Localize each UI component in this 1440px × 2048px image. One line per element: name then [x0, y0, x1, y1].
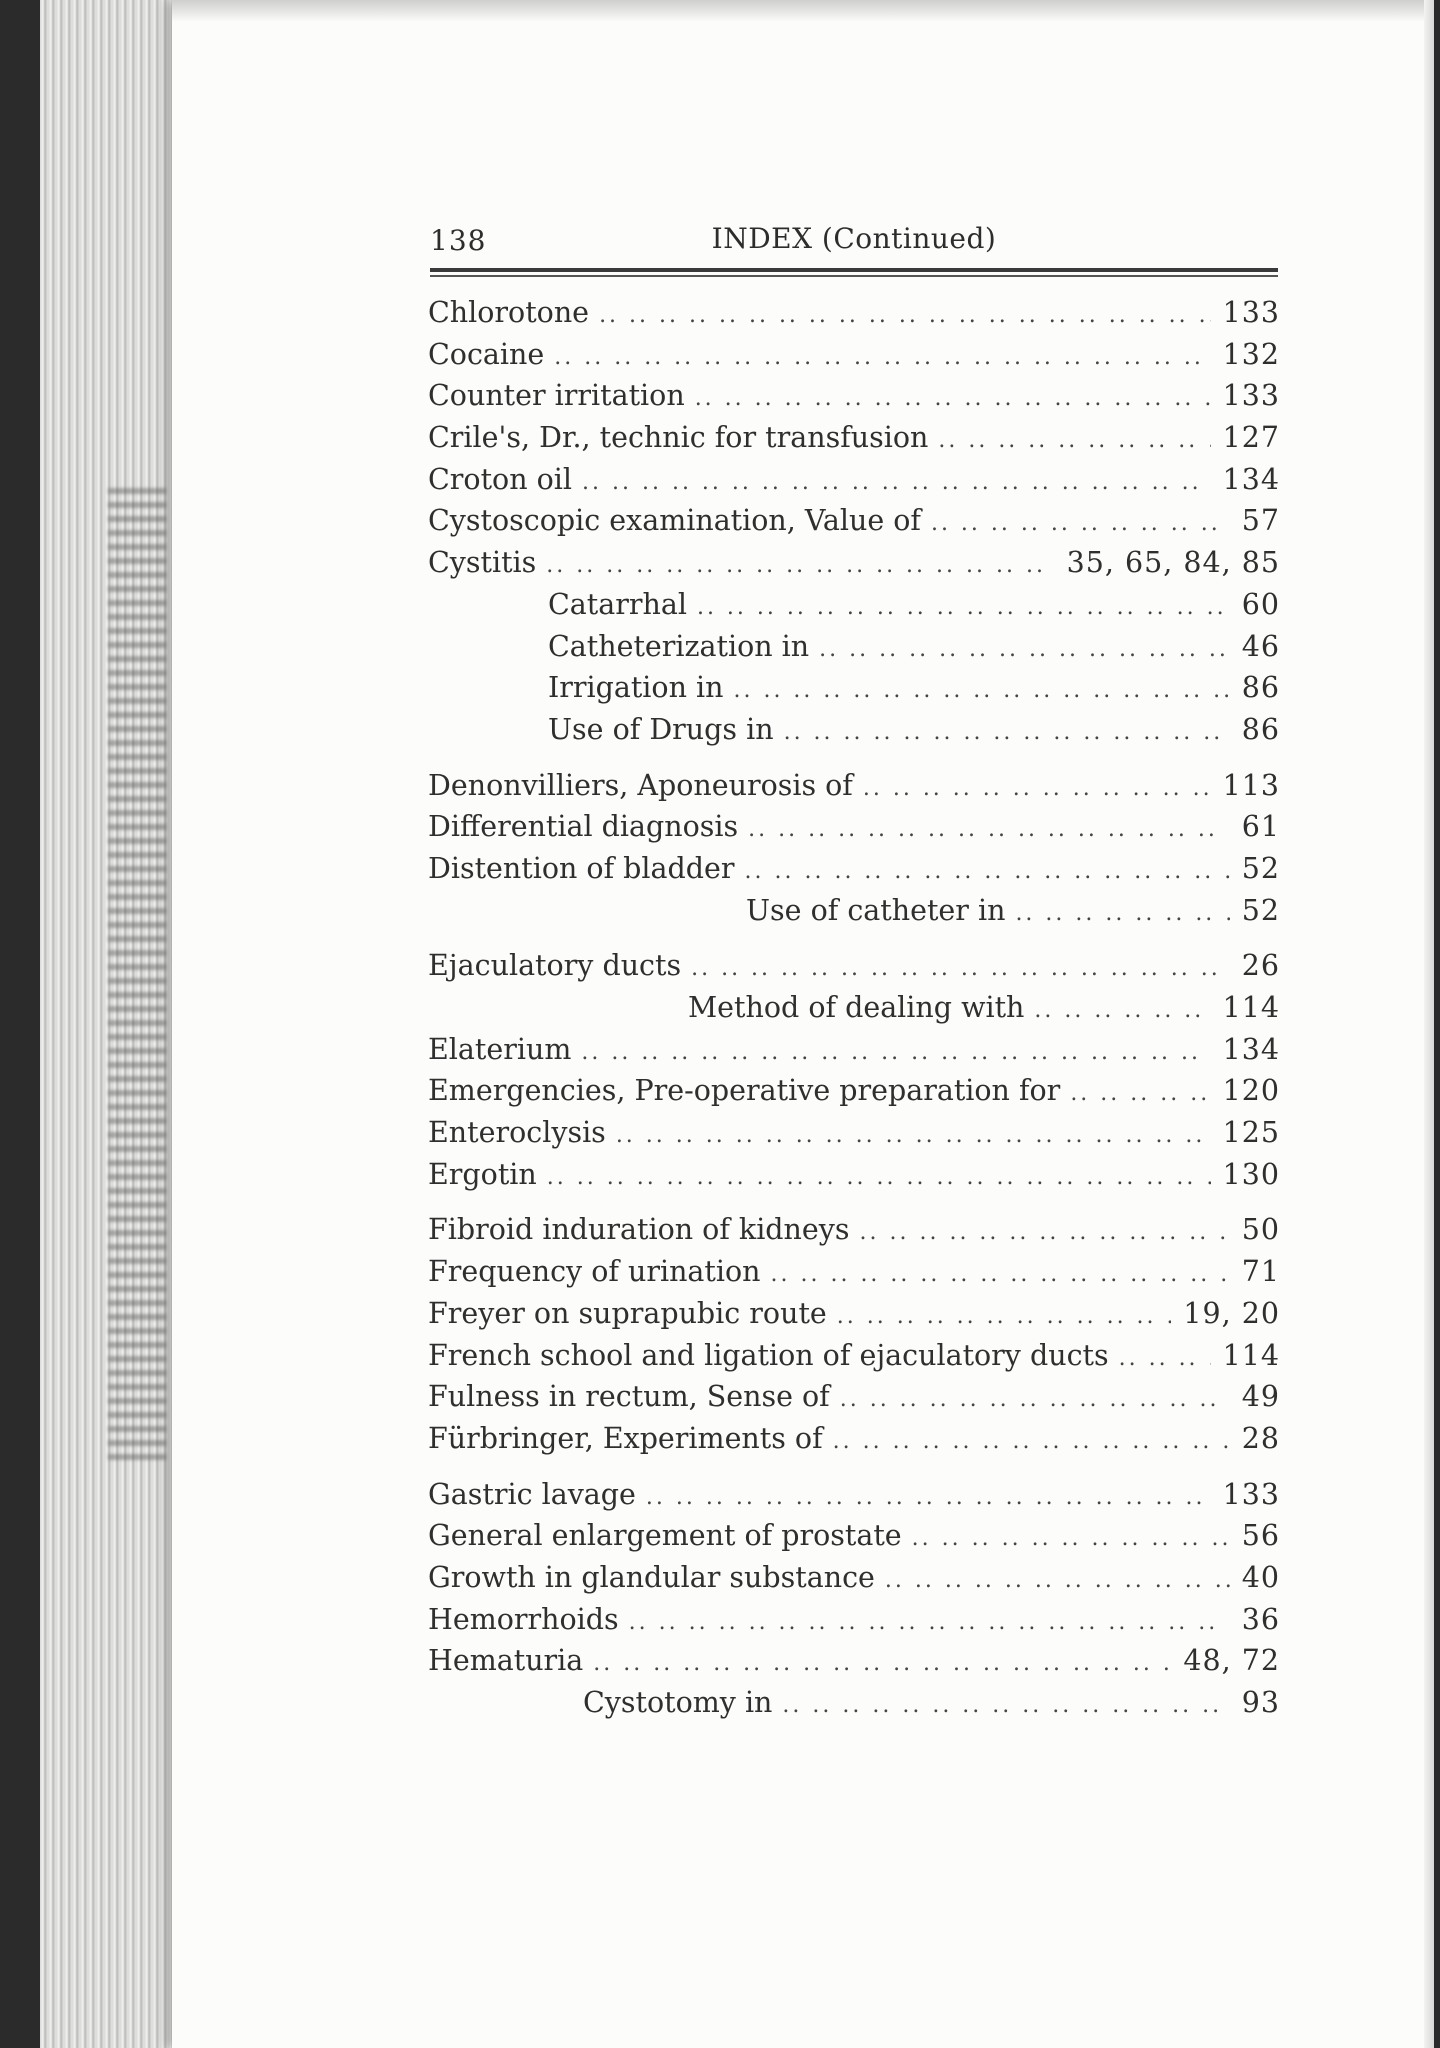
entry-term: Counter irritation	[428, 379, 685, 413]
index-entry	[428, 1251, 1280, 1293]
dot-leader	[931, 503, 1230, 542]
entry-pages: 28	[1241, 1421, 1280, 1455]
dot-leader	[697, 587, 1230, 626]
entry-pages: 48, 72	[1183, 1644, 1280, 1678]
dot-leader	[748, 809, 1230, 848]
index-entry	[428, 1335, 1280, 1377]
entry-term: Distention of bladder	[428, 851, 735, 885]
dot-leader	[938, 420, 1210, 459]
dot-leader	[599, 295, 1211, 334]
entry-pages: 132	[1222, 337, 1280, 371]
dot-leader	[745, 851, 1230, 890]
entry-pages: 19, 20	[1183, 1296, 1280, 1330]
index-entry	[428, 1557, 1280, 1599]
entry-pages: 71	[1241, 1255, 1280, 1289]
page-number: 138	[430, 224, 487, 257]
index-entry	[428, 1112, 1280, 1154]
dot-leader	[863, 768, 1211, 807]
index-subentry	[428, 626, 1280, 668]
entry-term: Elaterium	[428, 1032, 572, 1066]
dot-leader	[782, 1685, 1229, 1724]
index-entry	[428, 334, 1280, 376]
index-entry	[428, 1515, 1280, 1557]
dot-leader	[646, 1477, 1211, 1516]
index-subentry	[428, 584, 1280, 626]
dot-leader	[695, 378, 1211, 417]
entry-pages: 86	[1241, 671, 1280, 705]
dot-leader	[819, 629, 1230, 668]
entry-pages: 130	[1222, 1157, 1280, 1191]
index-entry	[428, 1209, 1280, 1251]
dot-leader	[581, 1032, 1210, 1071]
entry-pages: 114	[1222, 991, 1280, 1024]
index-entry	[428, 1070, 1280, 1112]
entry-term: Method of dealing with	[688, 991, 1025, 1024]
entry-term: Cystitis	[428, 546, 537, 580]
dot-leader	[554, 337, 1210, 376]
entry-term: Fibroid induration of kidneys	[428, 1213, 850, 1247]
index-entry	[428, 500, 1280, 542]
dot-leader	[1070, 1073, 1210, 1112]
index-entry	[428, 542, 1280, 584]
dot-leader	[593, 1643, 1171, 1682]
entry-pages: 86	[1241, 712, 1280, 746]
entry-term: Use of catheter in	[746, 893, 1006, 927]
entry-pages: 61	[1241, 810, 1280, 844]
dot-leader	[840, 1379, 1230, 1418]
entry-pages: 52	[1241, 893, 1280, 927]
dot-leader	[1015, 893, 1229, 932]
index-entry	[428, 1376, 1280, 1418]
entry-pages: 93	[1241, 1686, 1280, 1719]
index-entry	[428, 1640, 1280, 1682]
index-subentry	[428, 667, 1280, 709]
index-subentry	[428, 1682, 1280, 1724]
header-rule-thin	[430, 275, 1278, 277]
index-subentry	[428, 709, 1280, 751]
entry-pages: 133	[1222, 1477, 1280, 1511]
index-entries	[428, 292, 1280, 1724]
entry-term: Use of Drugs in	[548, 712, 774, 746]
index-entry	[428, 1154, 1280, 1196]
index-entry	[428, 848, 1280, 890]
entry-term: Chlorotone	[428, 296, 590, 329]
entry-pages: 49	[1241, 1380, 1280, 1414]
entry-term: Frequency of urination	[428, 1255, 761, 1289]
entry-pages: 113	[1222, 768, 1280, 802]
dot-leader	[1034, 990, 1210, 1029]
entry-term: Fulness in rectum, Sense of	[428, 1380, 830, 1414]
entry-pages: 134	[1222, 1032, 1280, 1066]
entry-term: Catarrhal	[548, 587, 687, 621]
library-stamp-mark	[108, 480, 166, 1460]
dot-leader	[860, 1212, 1230, 1251]
entry-pages: 35, 65, 84, 85	[1066, 546, 1280, 580]
index-entry	[428, 417, 1280, 459]
dot-leader	[771, 1254, 1230, 1293]
entry-term: Freyer on suprapubic route	[428, 1296, 827, 1330]
index-subentry	[428, 987, 1280, 1029]
entry-term: Hemorrhoids	[428, 1602, 619, 1636]
entry-term: Ergotin	[428, 1157, 537, 1191]
entry-pages: 40	[1241, 1560, 1280, 1594]
entry-pages: 125	[1222, 1116, 1280, 1150]
index-entry	[428, 1599, 1280, 1641]
entry-term: Hematuria	[428, 1644, 584, 1678]
dot-leader	[546, 545, 1054, 584]
page-fold-shadow	[1424, 0, 1434, 2048]
dot-leader	[1119, 1338, 1211, 1377]
entry-pages: 127	[1222, 421, 1280, 455]
entry-term: Enteroclysis	[428, 1116, 606, 1150]
dot-leader	[912, 1518, 1230, 1557]
entry-term: Denonvilliers, Aponeurosis of	[428, 768, 853, 802]
entry-term: Irrigation in	[548, 671, 724, 705]
entry-pages: 120	[1222, 1074, 1280, 1108]
dot-leader	[582, 462, 1211, 501]
dot-leader	[833, 1421, 1230, 1460]
dot-leader	[885, 1560, 1230, 1599]
header-title: INDEX (Continued)	[711, 222, 997, 255]
entry-term: Ejaculatory ducts	[428, 949, 682, 983]
entry-pages: 50	[1241, 1213, 1280, 1247]
entry-pages: 114	[1222, 1338, 1280, 1372]
dot-leader	[733, 670, 1229, 709]
index-entry	[428, 292, 1280, 334]
entry-term: Emergencies, Pre-operative preparation for	[428, 1074, 1061, 1108]
entry-pages: 52	[1241, 851, 1280, 885]
entry-term: Cocaine	[428, 337, 545, 371]
entry-pages: 134	[1222, 462, 1280, 496]
page-top-shadow	[172, 0, 1434, 22]
entry-term: General enlargement of prostate	[428, 1519, 902, 1553]
dot-leader	[837, 1296, 1172, 1335]
index-entry	[428, 1029, 1280, 1071]
entry-term: Crile's, Dr., technic for transfusion	[428, 421, 929, 455]
index-entry	[428, 1293, 1280, 1335]
index-entry	[428, 1418, 1280, 1460]
header-rule-thick	[430, 268, 1278, 272]
entry-term: Catheterization in	[548, 629, 810, 663]
entry-term: Fürbringer, Experiments of	[428, 1421, 823, 1455]
entry-pages: 56	[1241, 1519, 1280, 1553]
index-entry	[428, 806, 1280, 848]
dot-leader	[629, 1602, 1230, 1641]
dot-leader	[691, 948, 1230, 987]
entry-pages: 26	[1241, 949, 1280, 983]
entry-term: Gastric lavage	[428, 1477, 636, 1511]
entry-pages: 36	[1241, 1602, 1280, 1636]
entry-pages: 133	[1222, 296, 1280, 329]
entry-term: Cystoscopic examination, Value of	[428, 504, 921, 538]
entry-term: Differential diagnosis	[428, 810, 739, 844]
index-entry	[428, 1474, 1280, 1516]
entry-term: Cystotomy in	[583, 1686, 773, 1719]
book-page-edges	[40, 0, 190, 2048]
index-subentry	[428, 890, 1280, 932]
index-entry	[428, 375, 1280, 417]
entry-term: Croton oil	[428, 462, 573, 496]
dot-leader	[784, 712, 1230, 751]
index-entry	[428, 459, 1280, 501]
entry-pages: 57	[1241, 504, 1280, 538]
entry-pages: 60	[1241, 587, 1280, 621]
entry-term: French school and ligation of ejaculatory ducts	[428, 1338, 1109, 1372]
entry-pages: 46	[1241, 629, 1280, 663]
running-header	[430, 222, 1278, 264]
entry-term: Growth in glandular substance	[428, 1560, 875, 1594]
dot-leader	[616, 1115, 1211, 1154]
dot-leader	[547, 1157, 1211, 1196]
entry-pages: 133	[1222, 379, 1280, 413]
index-entry	[428, 945, 1280, 987]
index-entry	[428, 765, 1280, 807]
